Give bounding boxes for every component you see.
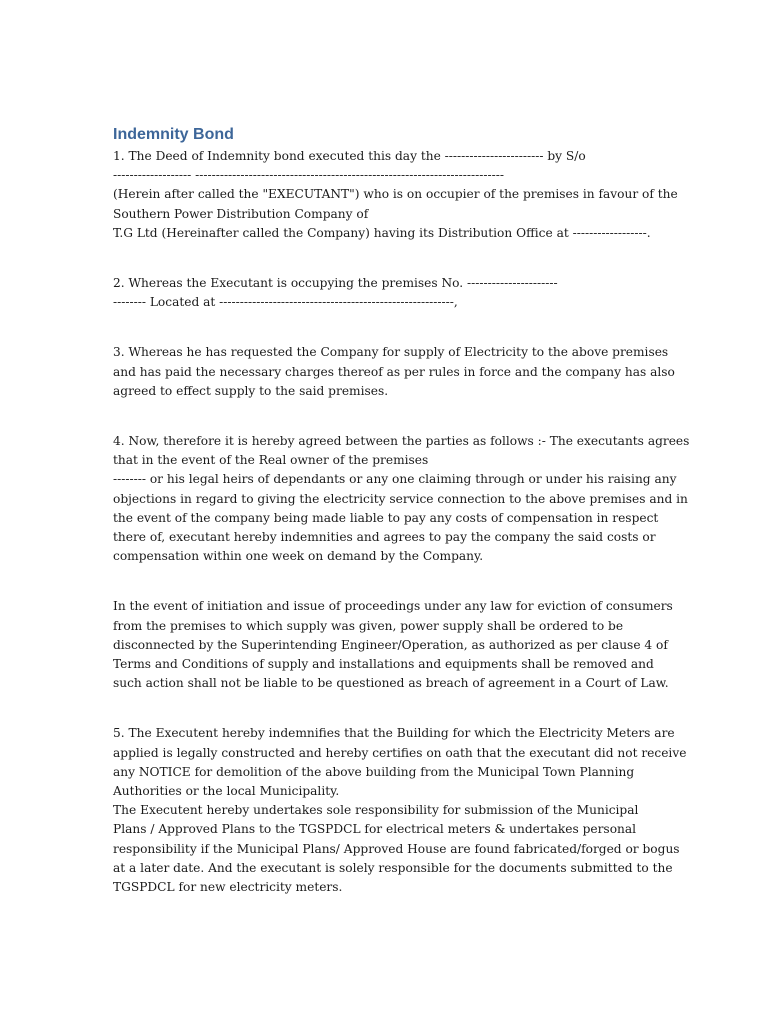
text-line: applied is legally constructed and hereby certifies on oath that the executant did not receive — [113, 745, 687, 760]
text-line: such action shall not be liable to be questioned as breach of agreement in a Court of Law. — [113, 676, 669, 691]
paragraph-2 — [113, 274, 661, 312]
paragraph-eviction — [113, 597, 673, 693]
text-line: In the event of initiation and issue of proceedings under any law for eviction of consumers — [113, 599, 673, 614]
text-line: compensation within one week on demand by the Company. — [113, 549, 484, 564]
text-line: (Herein after called the "EXECUTANT") who is on occupier of the premises in favour of the — [113, 187, 678, 202]
text-line: The Executent hereby undertakes sole responsibility for submission of the Municipal — [113, 803, 639, 818]
paragraph-4 — [113, 432, 690, 566]
text-line: from the premises to which supply was given, power supply shall be ordered to be — [113, 618, 624, 633]
text-line: Southern Power Distribution Company of — [113, 206, 369, 221]
text-line: Terms and Conditions of supply and installations and equipments shall be removed and — [113, 657, 654, 672]
text-line: the event of the company being made liable to pay any costs of compensation in respect — [113, 510, 659, 525]
text-line: 4. Now, therefore it is hereby agreed between the parties as follows :- The executants agrees — [113, 434, 690, 449]
text-line: T.G Ltd (Hereinafter called the Company) having its Distribution Office at ------------------. — [113, 225, 651, 240]
text-line: any NOTICE for demolition of the above building from the Municipal Town Planning — [113, 764, 635, 779]
text-line: Authorities or the local Municipality. — [113, 784, 340, 799]
text-line: at a later date. And the executant is solely responsible for the documents submitted to the — [113, 860, 673, 875]
text-line: -------- Located at ---------------------------------------------------------, — [113, 295, 458, 310]
text-line: agreed to effect supply to the said premises. — [113, 383, 389, 398]
paragraph-1 — [113, 147, 678, 243]
paragraph-3 — [113, 343, 675, 401]
text-line: 5. The Executent hereby indemnifies that the Building for which the Electricity Meters are — [113, 726, 675, 741]
text-line: and has paid the necessary charges thereof as per rules in force and the company has also — [113, 364, 675, 379]
text-line: there of, executant hereby indemnities and agrees to pay the company the said costs or — [113, 530, 656, 545]
text-line: ------------------- --------------------------------------------------------------------------- — [113, 168, 504, 183]
text-line: -------- or his legal heirs of dependants or any one claiming through or under his raising any — [113, 472, 677, 487]
text-line: objections in regard to giving the electricity service connection to the above premises and in — [113, 491, 688, 506]
document-title: Indemnity Bond — [113, 126, 234, 143]
text-line: responsibility if the Municipal Plans/ Approved House are found fabricated/forged or bogus — [113, 841, 680, 856]
text-line: disconnected by the Superintending Engineer/Operation, as authorized as per clause 4 of — [113, 637, 668, 652]
text-line: that in the event of the Real owner of the premises — [113, 453, 429, 468]
text-line: Plans / Approved Plans to the TGSPDCL for electrical meters & undertakes personal — [113, 822, 637, 837]
text-line: 1. The Deed of Indemnity bond executed this day the ------------------------ by S/o — [113, 149, 586, 163]
text-line: TGSPDCL for new electricity meters. — [113, 880, 343, 895]
text-line: 2. Whereas the Executant is occupying the premises No. ---------------------- — [113, 276, 558, 291]
document-body — [113, 124, 690, 897]
paragraph-5 — [113, 724, 687, 897]
text-line: 3. Whereas he has requested the Company for supply of Electricity to the above premises — [113, 345, 669, 360]
